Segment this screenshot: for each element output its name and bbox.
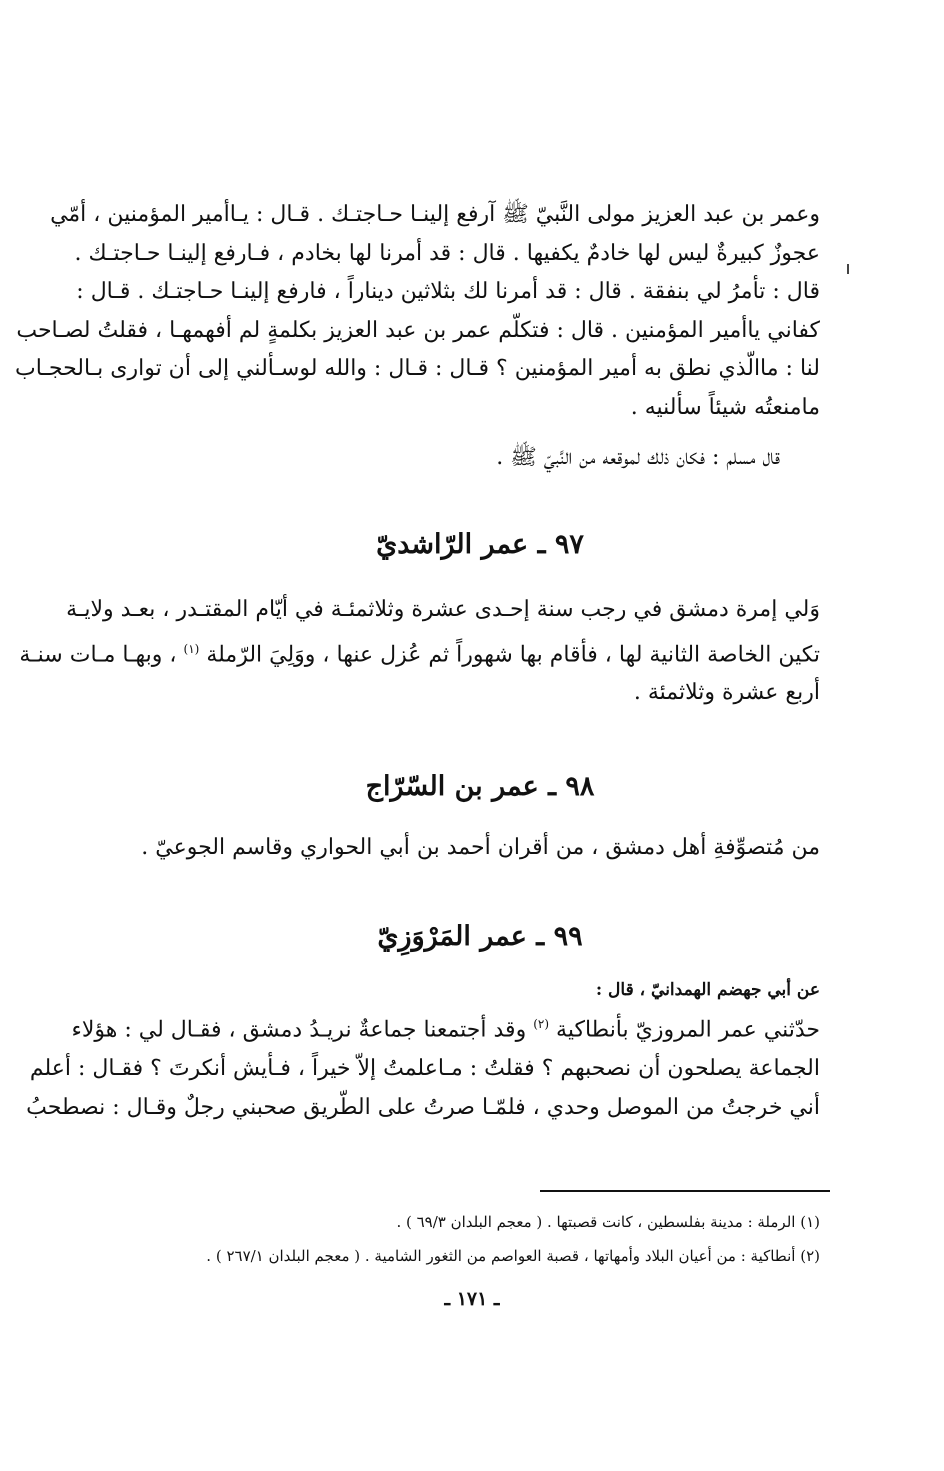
entry-98-paragraph: من مُتصوِّفةِ أهل دمشق ، من أقران أحمد بن أبي الحواري وقاسم الجوعيّ . [141, 834, 820, 860]
entry-99-heading: ٩٩ ـ عمر المَرْوَزِيّ [377, 921, 583, 953]
muslim-quote: قال مسلم : فكان ذلك لموقعه من النَّبيّ ﷺ . [496, 445, 780, 470]
footnote-ref-1[interactable]: (١) [183, 641, 200, 656]
text-segment: ، وبهـا مـات سنـة [19, 641, 177, 667]
text-line: الجماعة يصلحون أن نصحبهم ؟ فقلتُ : مـاعلمتُ إلاّ خيراً ، فـأيش أنكرتَ ؟ فقـال : أعلم [29, 1056, 820, 1082]
text-line: مامنعتُه شيئاً سألنيه . [630, 394, 820, 420]
footnote-separator [540, 1190, 830, 1192]
footnote-ref-2[interactable]: (٢) [533, 1017, 550, 1032]
text-line: وعمر بن عبد العزيز مولى النَّبيّ ﷺ آرفع إلينـا حـاجتـك . قـال : يـاأمير المؤمنين ، أمّي [50, 202, 820, 227]
text-line: وَلي إمرة دمشق في رجب سنة إحـدى عشرة وثلاثمئـة في أيّام المقتـدر ، بعـد ولايـة [66, 597, 820, 622]
text-line: لنا : ماالّذي نطق به أمير المؤمنين ؟ قـال : قـال : والله لوسـألني إلى أن توارى بـالحجـاب [15, 356, 820, 381]
entry-99-intro: عن أبي جهضم الهمدانيّ ، قال : [595, 980, 820, 1001]
text-line: قال : تأمرُ لي بنفقة . قال : قد أمرنا لك بثلاثين ديناراً ، فارفع إلينـا حـاجتـك . قـال : [76, 279, 820, 304]
text-line [19, 630, 820, 675]
footnote-1: (١) الرملة : مدينة بفلسطين ، كانت قصبتها . ( معجم البلدان ٦٩/٣ ) . [396, 1213, 820, 1231]
text-line: أربع عشرة وثلاثمئة . [633, 680, 820, 706]
margin-mark [847, 264, 849, 274]
entry-99-paragraph [26, 1005, 820, 1127]
page-number: ـ ١٧١ ـ [444, 1288, 500, 1310]
text-line: أني خرجتُ من الموصل وحدي ، فلمّـا صرتُ على الطّريق صحبني رجلٌ وقـال : نصطحبُ [26, 1094, 820, 1120]
text-segment: تكين الخاصة الثانية لها ، فأقام بها شهوراً ثم عُزل عنها ، ووَلِيَ الرّملة [206, 641, 820, 667]
text-segment: وقد أجتمعنا جماعةٌ نريـدُ دمشق ، فقـال لي : هؤلاء [71, 1017, 527, 1043]
text-segment: حدّثني عمر المروزيّ بأنطاكية [556, 1017, 820, 1043]
entry-97-heading: ٩٧ ـ عمر الرّاشديّ [376, 529, 584, 560]
entry-98-heading: ٩٨ ـ عمر بن السّرّاج [365, 770, 595, 802]
text-line: كفاني ياأمير المؤمنين . قال : فتكلّم عمر بن عبد العزيز بكلمةٍ لم أفهمهـا ، فقلتُ لصـاحب [16, 317, 820, 343]
entry-97-paragraph [19, 591, 820, 713]
page-body [15, 196, 820, 1127]
footnotes [140, 1205, 820, 1273]
footnote-2: (٢) أنطاكية : من أعيان البلاد وأمهاتها ، قصبة العواصم من الثغور الشامية . ( معجم البلدان ٢٦٧/١ ) . [206, 1247, 820, 1265]
intro-paragraph [15, 196, 820, 427]
text-line: عجوزٌ كبيرةٌ ليس لها خادمٌ يكفيها . قال : قد أمرنا لها بخادم ، فـارفع إلينـا حـاجتـك . [74, 240, 820, 266]
text-line [71, 1005, 820, 1050]
